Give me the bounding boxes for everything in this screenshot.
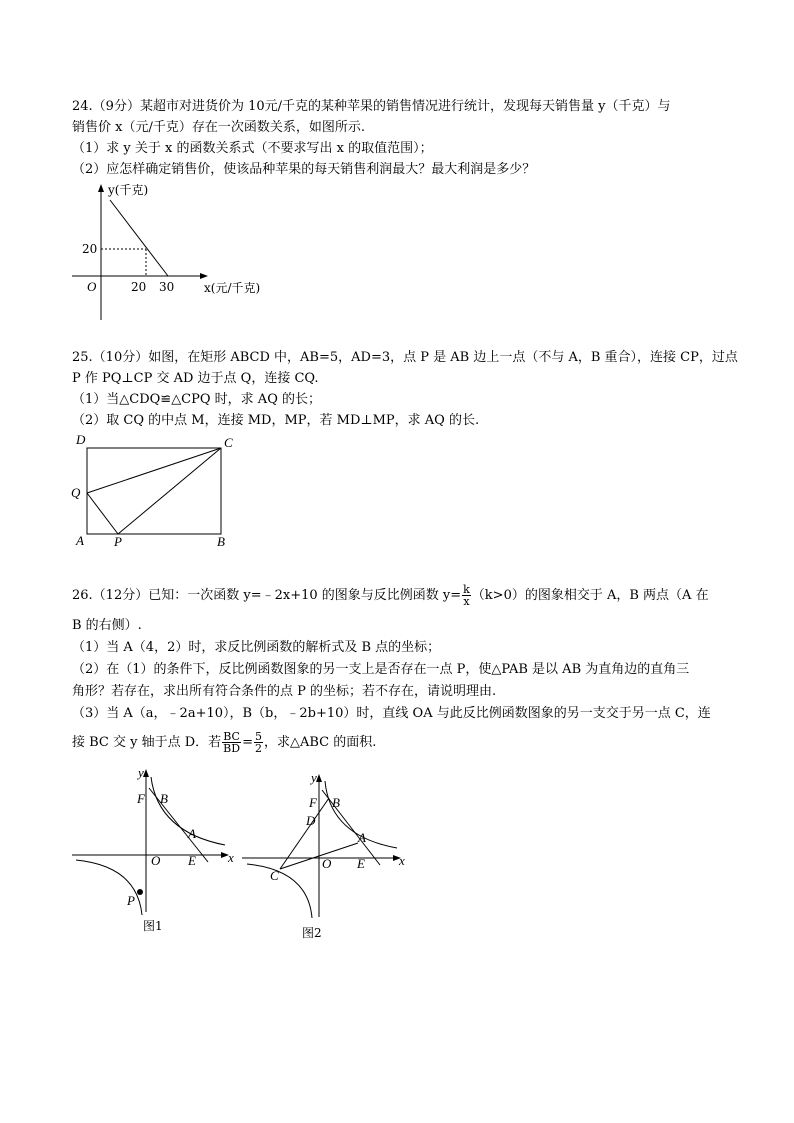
q26-line-7-end: ，求△ABC 的面积. xyxy=(263,735,377,750)
q26-line-6: （3）当 A（a，﹣2a+10），B（b，﹣2b+10）时，直线 OA 与此反比例函数图象的另一支交于另一点 C，连 xyxy=(72,706,711,721)
fig1-label-y: y xyxy=(138,765,144,780)
q24-line-4: （2）应怎样确定销售价，使该品种苹果的每天销售利润最大？最大利润是多少？ xyxy=(72,162,536,177)
q25-label-C: C xyxy=(224,435,233,450)
fig1-label-F: F xyxy=(137,791,145,806)
q24-line-2: 销售价 x（元/千克）存在一次函数关系，如图所示. xyxy=(72,120,365,135)
q25-label-B: B xyxy=(217,534,225,549)
q26-line-2: B 的右侧）. xyxy=(72,618,142,633)
q26-line-1-end: （k>0）的图象相交于 A，B 两点（A 在 xyxy=(471,588,709,603)
fig2-label-B: B xyxy=(332,795,340,810)
q25-line-2: P 作 PQ⊥CP 交 AD 边于点 Q，连接 CQ. xyxy=(72,371,319,386)
q25-label-P: P xyxy=(114,534,122,549)
q24-x-tick-20: 20 xyxy=(131,280,147,294)
q24-y-tick-20: 20 xyxy=(82,242,98,256)
q26-frac-k: k xyxy=(463,583,470,596)
fig2-linear-line xyxy=(322,790,380,865)
q24-line-1: 24.（9分）某超市对进货价为 10元/千克的某种苹果的销售情况进行统计，发现每天销售量 y（千克）与 xyxy=(72,99,671,114)
q26-frac-5: 5 xyxy=(254,730,262,743)
q25-label-A: A xyxy=(76,533,84,548)
q24-origin-label: O xyxy=(87,279,97,294)
q26-line-3: （1）当 A（4，2）时，求反比例函数的解析式及 B 点的坐标； xyxy=(72,640,441,655)
fig2-hyperbola-q3 xyxy=(247,864,312,918)
fig2-caption: 图2 xyxy=(302,926,322,940)
q25-label-Q: Q xyxy=(71,485,81,500)
q25-label-D: D xyxy=(76,432,86,447)
fig2-label-E: E xyxy=(357,856,365,871)
fig2-label-x: x xyxy=(399,853,405,868)
q26-line-7-start: 接 BC 交 y 轴于点 D．若 xyxy=(72,735,222,750)
fig1-label-A: A xyxy=(188,826,196,841)
q26-frac-x: x xyxy=(463,595,470,608)
q24-line-3: （1）求 y 关于 x 的函数关系式（不要求写出 x 的取值范围）； xyxy=(72,141,433,156)
q24-y-axis-label: y(千克) xyxy=(108,183,149,197)
q25-line-4: （2）取 CQ 的中点 M，连接 MD，MP，若 MD⊥MP，求 AQ 的长. xyxy=(72,413,480,428)
fig1-label-B: B xyxy=(160,791,168,806)
q25-line-1: 25.（10分）如图，在矩形 ABCD 中，AB=5，AD=3，点 P 是 AB 边上一点（不与 A，B 重合），连接 CP，过点 xyxy=(72,350,738,365)
fig2-label-D: D xyxy=(306,813,316,828)
fig1-label-E: E xyxy=(188,853,196,868)
q26-equals: = xyxy=(242,735,253,750)
fig1-caption: 图1 xyxy=(143,919,163,933)
fig2-label-O: O xyxy=(322,856,332,871)
q26-line-4: （2）在（1）的条件下，反比例函数图象的另一支上是否存在一点 P，使△PAB 是以 AB 为直角边的直角三 xyxy=(72,662,690,677)
fig2-label-C: C xyxy=(270,868,279,883)
q26-frac-bc: BC xyxy=(223,730,240,743)
fig2-label-y: y xyxy=(311,770,317,785)
q25-line-3: （1）当△CDQ≌△CPQ 时，求 AQ 的长； xyxy=(72,392,321,407)
q26-line-5: 角形？若存在，求出所有符合条件的点 P 的坐标；若不存在，请说明理由. xyxy=(72,684,497,699)
fig2-label-A: A xyxy=(358,830,366,845)
q26-frac-2: 2 xyxy=(254,742,262,755)
fig1-label-O: O xyxy=(151,853,161,868)
fig1-label-P: P xyxy=(127,893,135,908)
q24-x-tick-30: 30 xyxy=(159,280,175,294)
q26-line-1-start: 26.（12分）已知：一次函数 y=﹣2x+10 的图象与反比例函数 y= xyxy=(72,588,462,603)
fig2-label-F: F xyxy=(309,795,317,810)
q26-frac-bd: BD xyxy=(223,742,241,755)
q24-x-axis-label: x(元/千克) xyxy=(204,281,261,295)
fig1-label-x: x xyxy=(228,850,234,865)
